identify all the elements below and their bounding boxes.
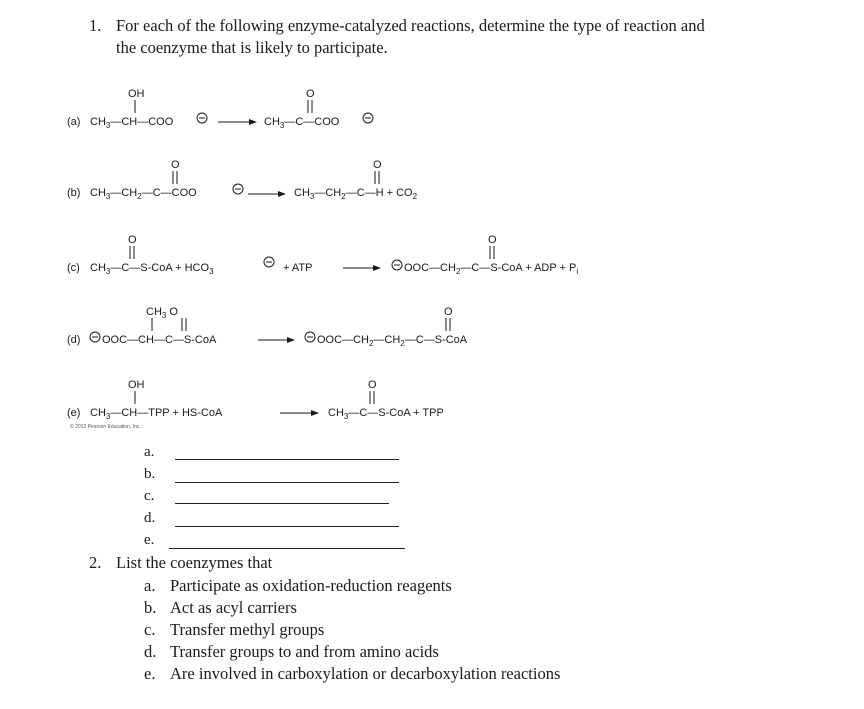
reaction-b-label: (b) xyxy=(67,187,81,199)
svg-text:OOC—CH2—CH2—C—S-CoA: $OOC—CH_2—CH_2—C—S$-CoA xyxy=(317,334,468,348)
answer-blank-c[interactable] xyxy=(175,503,389,504)
q2-item-a-letter: a. xyxy=(144,576,156,595)
svg-text:CH3—C—S-CoA + TPP: $CH_3—C—S$-CoA + TPP xyxy=(328,407,444,421)
answer-label-c: c. xyxy=(144,488,155,504)
q2-item-d-text: Transfer groups to and from amino acids xyxy=(170,642,439,661)
svg-text:OOC—CH2—C—S-CoA + ADP + Pi: $OOC—CH_2—C—S$-CoA + ADP + $P_i$ xyxy=(404,262,579,276)
reaction-b xyxy=(67,159,418,201)
svg-text:O: O xyxy=(373,159,382,171)
question-2-text: List the coenzymes that xyxy=(116,553,273,572)
answer-label-e: e. xyxy=(144,532,155,548)
svg-text:O: O xyxy=(128,234,137,246)
question-1-number: 1. xyxy=(89,16,102,35)
svg-text:O: O xyxy=(306,88,315,100)
q2-item-e-letter: e. xyxy=(144,664,156,683)
reaction-a-label: (a) xyxy=(67,116,81,128)
q2-item-b-text: Act as acyl carriers xyxy=(170,598,297,617)
reaction-d xyxy=(67,306,468,348)
reaction-d-label: (d) xyxy=(67,334,81,346)
q2-item-c-letter: c. xyxy=(144,620,156,639)
question-1-text-line2: the coenzyme that is likely to participate. xyxy=(116,38,388,57)
answer-label-d: d. xyxy=(144,510,156,526)
reaction-e xyxy=(67,379,444,421)
svg-text:OH: OH xyxy=(128,88,145,100)
question-1-text-line1: For each of the following enzyme-catalyzed reactions, determine the type of reaction and xyxy=(116,16,705,35)
svg-text:OH: OH xyxy=(128,379,145,391)
answer-label-a: a. xyxy=(144,444,155,460)
svg-text:CH3—C—S-CoA + HCO3: $CH_3—C—S$-CoA + $HCO_3$ xyxy=(90,262,214,276)
reaction-c xyxy=(67,234,578,276)
q2-item-c-text: Transfer methyl groups xyxy=(170,620,325,639)
svg-text:O: O xyxy=(171,159,180,171)
answer-blank-e[interactable] xyxy=(169,548,405,549)
svg-text:CH3—C—COO: $CH_3—C—COO$ xyxy=(264,116,340,130)
q2-item-a-text: Participate as oxidation-reduction reagents xyxy=(170,576,452,595)
svg-text:CH3—CH2—C—COO: $CH_3—CH_2—C—COO$ xyxy=(90,187,197,201)
svg-text:CH3—CH2—C—H + CO2: $CH_3—CH_2—C—H + CO_2$ xyxy=(294,187,418,201)
svg-text:OOC—CH—C—S-CoA: OOC—CH—C—S-CoA xyxy=(102,334,217,346)
svg-text:CH3—CH—COO: $CH_3—CH—COO$ xyxy=(90,116,174,130)
q2-item-d-letter: d. xyxy=(144,642,157,661)
reaction-e-label: (e) xyxy=(67,407,81,419)
reaction-a xyxy=(67,88,373,130)
q2-item-b-letter: b. xyxy=(144,598,157,617)
answer-blank-a[interactable] xyxy=(175,459,399,460)
question-2-number: 2. xyxy=(89,553,102,572)
q2-item-e-text: Are involved in carboxylation or decarboxylation reactions xyxy=(170,664,561,683)
answer-blank-d[interactable] xyxy=(175,526,399,527)
svg-text:CH3 O: $CH_3$ O xyxy=(146,306,178,320)
copyright-notice: © 2012 Pearson Education, Inc. xyxy=(70,424,141,430)
answer-label-b: b. xyxy=(144,466,156,482)
reaction-c-label: (c) xyxy=(67,262,80,274)
answer-blank-b[interactable] xyxy=(175,482,399,483)
svg-text:O: O xyxy=(488,234,497,246)
svg-text:CH3—CH—TPP + HS-CoA: $CH_3—CH—TPP + HS-CoA$ xyxy=(90,407,223,421)
svg-text:O: O xyxy=(444,306,453,318)
svg-text:O: O xyxy=(368,379,377,391)
svg-text:+ ATP: + ATP xyxy=(283,262,313,274)
